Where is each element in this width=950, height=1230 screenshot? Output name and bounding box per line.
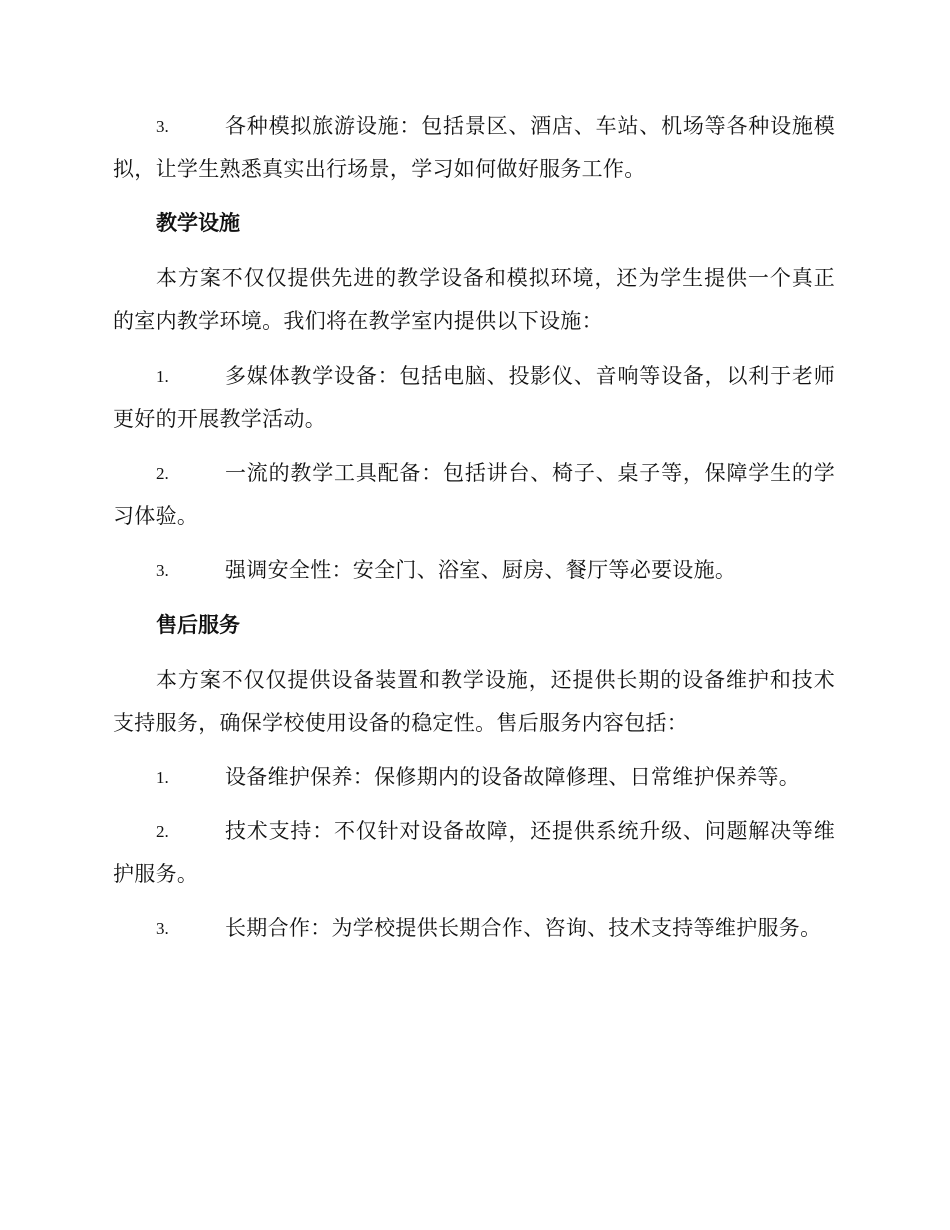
list-item xyxy=(113,105,835,191)
list-item xyxy=(113,810,835,896)
list-item-number: 3. xyxy=(156,561,169,580)
list-item-text: 多媒体教学设备：包括电脑、投影仪、音响等设备，以利于老师更好的开展教学活动。 xyxy=(113,364,835,431)
list-item-number: 2. xyxy=(156,464,169,483)
section-heading-after-sales-service: 售后服务 xyxy=(156,613,240,637)
section-paragraph: 本方案不仅仅提供设备装置和教学设施，还提供长期的设备维护和技术支持服务，确保学校使用设备的稳定性。售后服务内容包括： xyxy=(113,668,835,735)
list-item-text: 设备维护保养：保修期内的设备故障修理、日常维护保养等。 xyxy=(225,765,801,789)
list-item-number: 2. xyxy=(156,822,169,841)
list-item xyxy=(113,452,835,538)
list-item-text: 一流的教学工具配备：包括讲台、椅子、桌子等，保障学生的学习体验。 xyxy=(113,461,835,528)
list-item xyxy=(113,549,835,592)
list-item-number: 3. xyxy=(156,117,169,136)
list-item-number: 1. xyxy=(156,367,169,386)
list-item xyxy=(113,907,835,950)
list-item-text: 各种模拟旅游设施：包括景区、酒店、车站、机场等各种设施模拟，让学生熟悉真实出行场景，学习如何做好服务工作。 xyxy=(113,114,835,181)
list-item-text: 强调安全性：安全门、浴室、厨房、餐厅等必要设施。 xyxy=(225,558,737,582)
list-item xyxy=(113,355,835,441)
section-paragraph: 本方案不仅仅提供先进的教学设备和模拟环境，还为学生提供一个真正的室内教学环境。我们将在教学室内提供以下设施： xyxy=(113,266,835,333)
list-item-text: 技术支持：不仅针对设备故障，还提供系统升级、问题解决等维护服务。 xyxy=(113,819,835,886)
list-item xyxy=(113,756,835,799)
list-item-text: 长期合作：为学校提供长期合作、咨询、技术支持等维护服务。 xyxy=(225,916,822,940)
list-item-number: 1. xyxy=(156,768,169,787)
section-heading-teaching-facilities: 教学设施 xyxy=(156,211,240,235)
list-item-number: 3. xyxy=(156,919,169,938)
